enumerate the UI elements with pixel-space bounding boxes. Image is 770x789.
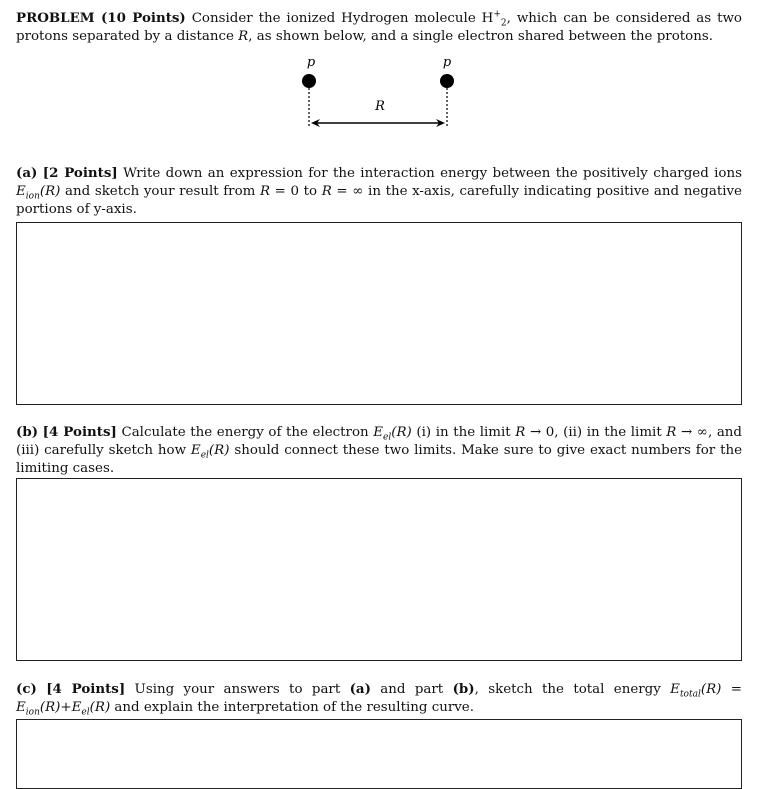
part-b-energy-symbol-2: E: [190, 443, 201, 458]
part-c-text-2: and part: [370, 682, 453, 697]
problem-intro-1: Consider the ionized Hydrogen molecule H: [191, 11, 494, 26]
part-c-el-subscript: el: [81, 707, 90, 718]
part-b-el-subscript-2: el: [200, 450, 209, 461]
part-a-text-2: and sketch your result from: [60, 184, 260, 199]
part-a-r-1: R: [259, 184, 271, 199]
proton-left-label: p: [306, 55, 316, 70]
distance-label: R: [375, 99, 385, 114]
part-c-text-3: , sketch the total energy: [474, 682, 671, 697]
problem-intro-2: , which can be considered as two protons separated by a distance: [16, 11, 742, 44]
proton-right-label: p: [442, 55, 452, 70]
problem-intro-3: , as shown below, and a single electron shared between the protons.: [248, 29, 713, 44]
part-c-question: [16, 680, 742, 717]
part-b-text-2: (i) in the limit: [411, 425, 516, 440]
part-b-argument: (R): [391, 425, 412, 440]
proton-right: [440, 74, 454, 88]
part-c-label: (c): [16, 681, 37, 697]
part-b-text-3: should connect these two limits. Make sure to give exact numbers for the limiting cases.: [16, 443, 743, 476]
part-c-argument-2: (R)+: [39, 700, 72, 715]
part-a-ion-subscript: ion: [25, 191, 40, 202]
part-b-answer-box[interactable]: [16, 478, 742, 661]
part-b-r-1: R: [515, 425, 526, 440]
part-a-question: [16, 164, 742, 219]
part-c-energy-symbol-2: E: [16, 700, 26, 715]
ion-charge: +: [493, 9, 501, 20]
part-b-question: [16, 423, 742, 478]
part-c-ref-a: (a): [349, 681, 371, 697]
part-b-r-2: R: [666, 425, 677, 440]
part-c-argument-3: (R): [89, 700, 111, 715]
distance-variable: R: [238, 29, 249, 44]
part-a-argument: (R): [39, 184, 61, 199]
part-c-text-1: Using your answers to part: [134, 682, 350, 697]
part-a-r-2: R: [321, 184, 332, 199]
part-a-energy-symbol: E: [16, 184, 26, 199]
part-b-liminf: → ∞, and (iii) carefully sketch how: [16, 425, 742, 458]
part-b-lim0: → 0, (ii) in the limit: [525, 425, 667, 440]
part-a-points: [2 Points]: [42, 165, 118, 181]
part-b-text-1: Calculate the energy of the electron: [121, 425, 374, 440]
proton-diagram: [290, 52, 470, 132]
part-b-el-subscript: el: [383, 432, 392, 443]
part-b-label: (b): [16, 424, 39, 440]
part-a-eqinf: = ∞: [331, 184, 364, 199]
part-a-text-3: in the x-axis, carefully indicating positive and negative portions of y-axis.: [16, 184, 742, 217]
part-c-energy-symbol: E: [670, 682, 680, 697]
proton-left: [302, 74, 316, 88]
part-c-argument: (R) =: [700, 682, 742, 697]
part-a-label: (a): [16, 165, 38, 181]
part-b-points: [4 Points]: [42, 424, 117, 440]
part-b-energy-symbol: E: [373, 425, 384, 440]
part-c-ref-b: (b): [452, 681, 475, 697]
part-c-text-4: and explain the interpretation of the resulting curve.: [110, 700, 474, 715]
part-a-answer-box[interactable]: [16, 222, 742, 405]
part-b-argument-2: (R): [208, 443, 230, 458]
part-c-ion-subscript: ion: [25, 707, 40, 718]
problem-heading: PROBLEM (10 Points): [16, 10, 186, 26]
problem-statement: [16, 9, 742, 46]
ion-subscript: 2: [500, 18, 507, 29]
part-a-text-1: Write down an expression for the interaction energy between the positively charged ions: [123, 166, 742, 181]
part-c-total-subscript: total: [679, 689, 701, 700]
part-c-energy-symbol-3: E: [71, 700, 82, 715]
part-a-eq0: = 0 to: [270, 184, 322, 199]
part-c-points: [4 Points]: [46, 681, 126, 697]
